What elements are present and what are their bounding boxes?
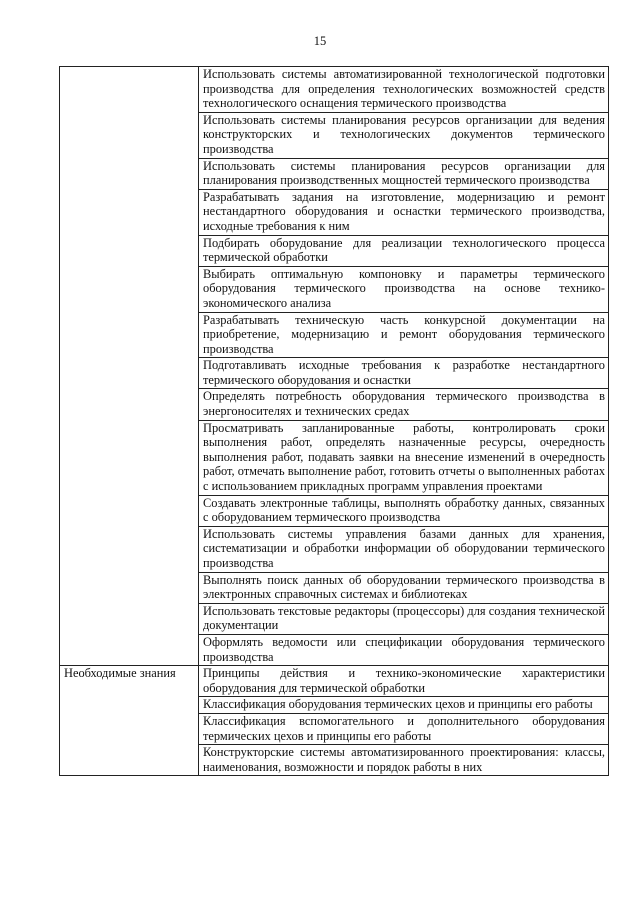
requirement-item: Разрабатывать задания на изготовление, модернизацию и ремонт нестандартного оборудования и оснастки термического производства, исходные требования к ним [199, 189, 609, 235]
requirement-item: Классификация вспомогательного и дополнительного оборудования термических цехов и принципы его работы [199, 713, 609, 744]
requirement-item: Оформлять ведомости или спецификации оборудования термического производства [199, 634, 609, 665]
requirements-table [59, 66, 609, 776]
requirement-item: Конструкторские системы автоматизированного проектирования: классы, наименования, возможности и порядок работы в них [199, 745, 609, 776]
section-label: Необходимые знания [60, 666, 199, 776]
requirement-item: Выполнять поиск данных об оборудовании термического производства в электронных справочных системах и библиотеках [199, 572, 609, 603]
requirement-item: Использовать текстовые редакторы (процессоры) для создания технической документации [199, 603, 609, 634]
requirement-item: Выбирать оптимальную компоновку и параметры термического оборудования термического производства на основе технико-экономического анализа [199, 266, 609, 312]
section-label [60, 67, 199, 666]
requirement-item: Подбирать оборудование для реализации технологического процесса термической обработки [199, 235, 609, 266]
requirement-item: Классификация оборудования термических цехов и принципы его работы [199, 697, 609, 714]
requirement-item: Использовать системы автоматизированной технологической подготовки производства для определения технологических возможностей средств технологического оснащения термического производства [199, 67, 609, 113]
requirement-item: Разрабатывать техническую часть конкурсной документации на приобретение, модернизацию и ремонт оборудования термического производства [199, 312, 609, 358]
requirement-item: Использовать системы планирования ресурсов организации для ведения конструкторских и технологических документов термического производства [199, 112, 609, 158]
table-row [60, 67, 609, 113]
requirement-item: Использовать системы планирования ресурсов организации для планирования производственных мощностей термического производства [199, 158, 609, 189]
requirement-item: Определять потребность оборудования термического производства в энергоносителях и технических средах [199, 389, 609, 420]
requirement-item: Принципы действия и технико-экономические характеристики оборудования для термической обработки [199, 666, 609, 697]
requirement-item: Использовать системы управления базами данных для хранения, систематизации и обработки информации об оборудовании термического производства [199, 526, 609, 572]
requirement-item: Просматривать запланированные работы, контролировать сроки выполнения работ, определять назначенные ресурсы, очередность выполнения работ, подавать заявки на внесение изменений в очередность работ, отмечать выполнение работ, готовить отчеты о выполненных работах с использованием прикладных программ управления проектами [199, 420, 609, 495]
page-number: 15 [313, 34, 327, 48]
requirement-item: Создавать электронные таблицы, выполнять обработку данных, связанных с оборудованием термического производства [199, 495, 609, 526]
requirement-item: Подготавливать исходные требования к разработке нестандартного термического оборудования и оснастки [199, 358, 609, 389]
table-row [60, 666, 609, 697]
